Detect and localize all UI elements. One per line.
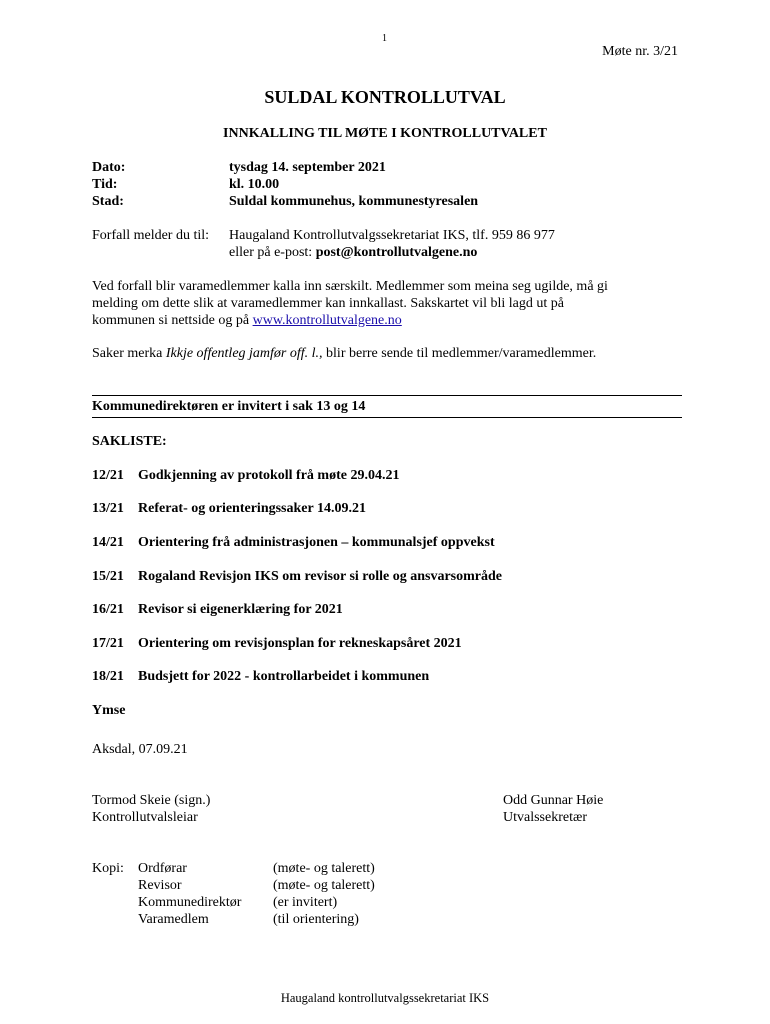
copy-recipient-note: (møte- og talerett) (273, 878, 375, 893)
absence-email-prefix: eller på e-post: (229, 245, 316, 260)
agenda-item-title: Rogaland Revisjon IKS om revisor si rolle og ansvarsområde (138, 569, 503, 584)
page-footer: Haugaland kontrollutvalgssekretariat IKS (280, 991, 490, 1005)
agenda-item-title: Revisor si eigenerklæring for 2021 (138, 602, 343, 617)
absence-email-line (229, 245, 477, 261)
absence-label: Forfall melder du til: (92, 228, 210, 243)
document-title: SULDAL KONTROLLUTVAL (264, 87, 506, 107)
agenda-item-number: 12/21 (92, 468, 124, 483)
agenda-item-number: 18/21 (92, 669, 124, 684)
contact-email: post@kontrollutvalgene.no (315, 245, 478, 260)
copy-recipient: Ordførar (138, 861, 187, 876)
copy-recipient: Revisor (138, 878, 182, 893)
copy-recipient: Kommunedirektør (138, 895, 242, 910)
chair-name: Tormod Skeie (sign.) (92, 793, 211, 808)
agenda-item-title: Budsjett for 2022 - kontrollarbeidet i kommunen (138, 669, 430, 684)
divider-bottom (92, 417, 682, 418)
agenda-item-number: 16/21 (92, 602, 124, 617)
website-link[interactable]: www.kontrollutvalgene.no (252, 313, 402, 328)
notice-italic: Ikkje offentleg jamfør off. l., (165, 346, 323, 361)
agenda-item-title: Orientering frå administrasjonen – kommunalsjef oppvekst (138, 535, 495, 550)
paragraph-line: melding om dette slik at varamedlemmer kan innkallast. Sakskartet vil bli lagd ut på (92, 296, 564, 311)
time-value: kl. 10.00 (229, 177, 280, 192)
absence-contact-line: Haugaland Kontrollutvalgssekretariat IKS, tlf. 959 86 977 (229, 228, 555, 243)
place-value: Suldal kommunehus, kommunestyresalen (229, 194, 479, 209)
date-label: Dato: (92, 160, 126, 175)
copy-recipient-note: (til orientering) (273, 912, 359, 927)
page-number: 1 (382, 33, 387, 44)
place-date: Aksdal, 07.09.21 (92, 742, 188, 757)
copy-label: Kopi: (92, 861, 124, 876)
notice-prefix: Saker merka (92, 346, 166, 361)
agenda-item-number: 17/21 (92, 636, 124, 651)
agenda-item-number: 15/21 (92, 569, 124, 584)
divider-top (92, 395, 682, 396)
chair-title: Kontrollutvalsleiar (92, 810, 198, 825)
invited-notice: Kommunedirektøren er invitert i sak 13 og 14 (92, 399, 366, 414)
paragraph-line (92, 313, 402, 329)
agenda-item-title: Referat- og orienteringssaker 14.09.21 (138, 501, 366, 516)
confidential-notice (92, 346, 596, 362)
misc-heading: Ymse (92, 703, 126, 718)
agenda-heading: SAKLISTE: (92, 434, 167, 449)
secretary-title: Utvalssekretær (503, 810, 587, 825)
copy-recipient-note: (møte- og talerett) (273, 861, 375, 876)
agenda-item-title: Godkjenning av protokoll frå møte 29.04.21 (138, 468, 400, 483)
place-label: Stad: (92, 194, 124, 209)
paragraph-link-prefix: kommunen si nettside og på (92, 313, 253, 328)
date-value: tysdag 14. september 2021 (229, 160, 386, 175)
document-subtitle: INNKALLING TIL MØTE I KONTROLLUTVALET (223, 126, 547, 141)
copy-recipient-note: (er invitert) (273, 895, 338, 910)
paragraph-line: Ved forfall blir varamedlemmer kalla inn særskilt. Medlemmer som meina seg ugilde, må gi (92, 279, 608, 294)
time-label: Tid: (92, 177, 118, 192)
agenda-item-number: 14/21 (92, 535, 124, 550)
secretary-name: Odd Gunnar Høie (503, 793, 604, 808)
agenda-item-number: 13/21 (92, 501, 124, 516)
notice-suffix: blir berre sende til medlemmer/varamedlemmer. (322, 346, 597, 361)
copy-recipient: Varamedlem (138, 912, 209, 927)
meeting-number: Møte nr. 3/21 (602, 44, 678, 59)
agenda-item-title: Orientering om revisjonsplan for rekneskapsåret 2021 (138, 636, 462, 651)
